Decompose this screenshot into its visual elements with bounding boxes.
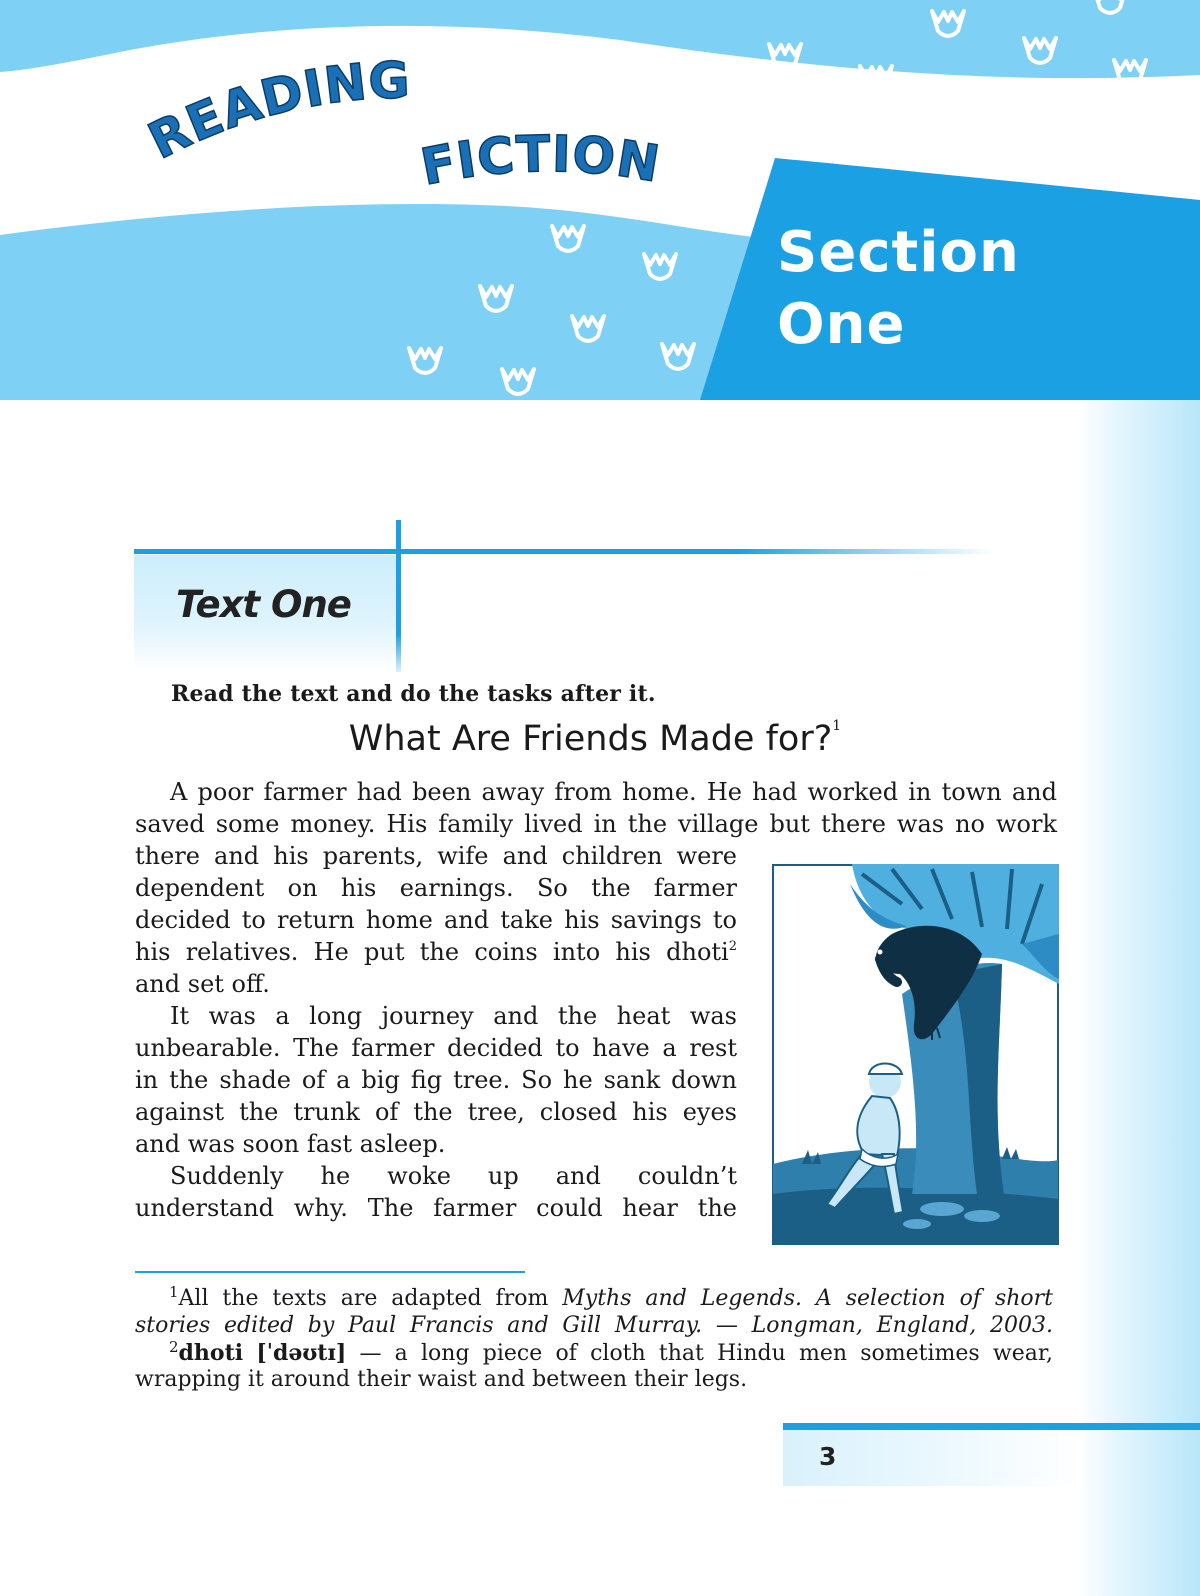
task-instruction: Read the text and do the tasks after it. — [171, 681, 656, 707]
paragraph-line: Suddenly he woke up and couldn’t — [170, 1162, 737, 1190]
text-label-box — [134, 555, 396, 670]
footnote-divider — [135, 1271, 525, 1273]
paragraph-line: and was soon fast asleep. — [135, 1130, 446, 1158]
page-number: 3 — [819, 1442, 837, 1471]
footnote-1-text: All the texts are adapted from — [178, 1286, 563, 1311]
paragraph-line: in the shade of a big fig tree. So he sank down — [135, 1066, 737, 1094]
paragraph-line: decided to return home and take his savings to — [135, 906, 737, 934]
page-side-strip — [1078, 400, 1200, 1596]
footnote-1-marker: 1 — [169, 1283, 179, 1301]
footnote-2-marker: 2 — [169, 1338, 179, 1356]
story-title — [0, 718, 1190, 759]
section-heading-word-2: One — [777, 292, 906, 357]
footnote-ref-2: 2 — [728, 939, 737, 954]
footnote-2-transcription: [ˈdəʊtɪ] — [256, 1340, 347, 1366]
paragraph-line: dependent on his earnings. So the farmer — [135, 874, 737, 902]
paragraph-line: unbearable. The farmer decided to have a rest — [135, 1034, 737, 1062]
footnote-1-line-2 — [135, 1313, 1053, 1339]
story-title-text: What Are Friends Made for? — [348, 719, 833, 759]
heading-rule-horizontal — [134, 549, 994, 554]
banner-title-reading: READING — [139, 51, 412, 171]
paragraph-line: against the trunk of the tree, closed his eyes — [135, 1098, 737, 1126]
paragraph-line: It was a long journey and the heat was — [170, 1002, 737, 1030]
footnote-2-line-1 — [135, 1340, 1053, 1367]
page-number-box — [783, 1430, 1083, 1486]
heading-rule-vertical — [396, 520, 401, 672]
banner-title-fiction: FICTION — [416, 124, 665, 197]
footnote-2-term: dhoti — [178, 1340, 244, 1366]
footnote-1-line-1 — [135, 1283, 1053, 1312]
paragraph-line: understand why. The farmer could hear the — [135, 1194, 737, 1222]
section-banner — [0, 0, 1200, 400]
page-number-bar — [783, 1423, 1200, 1430]
bear-tree-farmer-illustration — [772, 864, 1059, 1245]
footnote-1-source: Myths and Legends. A selection of short — [562, 1286, 1053, 1311]
banner-background — [0, 0, 1200, 400]
paragraph-line: saved some money. His family lived in the village but there was no work — [135, 810, 1057, 838]
footnote-2-definition: — a long piece of cloth that Hindu men sometimes wear, — [346, 1341, 1053, 1366]
section-heading-word-1: Section — [777, 220, 1020, 285]
paragraph-line: there and his parents, wife and children were — [135, 842, 737, 870]
footnote-2-line-2: wrapping it around their waist and between their legs. — [135, 1367, 748, 1392]
paragraph-line: and set off. — [135, 970, 270, 998]
paragraph-line — [135, 936, 737, 968]
paragraph-line: A poor farmer had been away from home. He had worked in town and — [170, 778, 1057, 806]
text-label: Text One — [176, 583, 351, 626]
footnote-ref-1: 1 — [832, 718, 842, 734]
footnote-1-source-cont: stories edited by Paul Francis and Gill Murray. — Longman, England, 2003. — [135, 1313, 1053, 1338]
story-illustration — [772, 864, 1059, 1245]
paragraph-line-text: his relatives. He put the coins into his dhoti — [135, 938, 729, 966]
